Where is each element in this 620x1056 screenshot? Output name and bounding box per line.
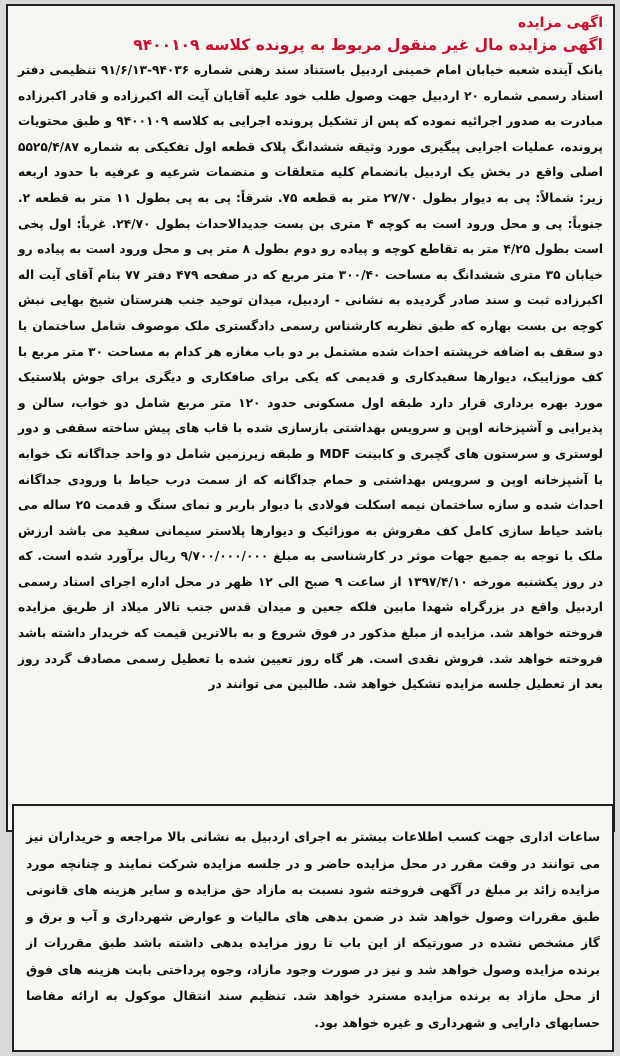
notice-body — [18, 58, 603, 698]
continuation-body — [26, 824, 600, 1036]
notice-panel — [6, 4, 615, 832]
notice-body-text: بانک آینده شعبه خیابان امام خمینی اردبیل باستناد سند رهنی شماره ۹۴۰۳۶-۹۱/۶/۱۳ تنظیمی دفتر اسناد رسمی شماره ۲۰ اردبیل جهت وصول طلب خود علیه آقایان آیت اله اکبرزاده و قادر اکبرزاده مبادرت به صدور اجرائیه نموده که پس از تشکیل پرونده اجرایی به کلاسه ۹۴۰۰۱۰۹ و طبق محتویات پرونده، عملیات اجرایی پیگیری مورد وثیقه ششدانگ پلاک قطعه اول تفکیکی به شماره ۵۵۲۵/۴/۸۷ اصلی واقع در بخش یک اردبیل بانضمام کلیه متعلقات و منضمات شرعیه و عرفیه با حدود اربعه زیر: شمالاً: پی به دیوار بطول ۲۷/۷۰ متر به قطعه ۷۵. شرقاً: پی به پی بطول ۱۱ متر به قطعه ۲. جنوباً: پی و محل ورود است به کوچه ۴ متری بن بست جدیدالاحداث بطول ۲۴/۷۰. غرباً: اول پخی است بطول ۴/۲۵ متر به تقاطع کوچه و پیاده رو دوم بطول ۸ متر پی و محل ورود است به پیاده رو خیابان ۳۵ متری ششدانگ به مساحت ۳۰۰/۴۰ متر مربع که در صفحه ۴۷۹ دفتر ۷۷ بنام آقای آیت اله اکبرزاده ثبت و سند صادر گردیده به نشانی - اردبیل، میدان توحید جنب هنرستان شیخ بهایی نبش کوچه بن بست بهاره که طبق نظریه کارشناس رسمی دادگستری ملک موصوف شامل ساختمان با دو سقف به اضافه خرپشته احداث شده مشتمل بر دو باب مغازه هر کدام به مساحت ۳۰ متر مربع با کف موزاییک، دیوارها سفیدکاری و قدیمی که یکی برای صافکاری و دیگری برای جوش پلاستیک مورد بهره برداری قرار دارد طبقه اول مسکونی حدود ۱۲۰ متر مربع شامل دو خواب، سالن و پذیرایی و آشپزخانه اوپن و سرویس بهداشتی بازسازی شده با قاب های پیش ساخته سقفی و دور لوستری و سرستون های گچبری و کابینت MDF و طبقه زیرزمین شامل دو واحد جداگانه تک خوابه با آشپزخانه اوپن و سرویس بهداشتی و حمام جداگانه که از سمت درب حیاط با ورودی جداگانه احداث شده و سازه ساختمان نیمه اسکلت فولادی با دیوار باربر و نمای سنگ و قدمت ۲۵ ساله می باشد حیاط سازی کامل کف مفروش به موزائیک و دیوارها پلاستر سیمانی سفید می باشد ارزش ملک با توجه به جمیع جهات موثر در کارشناسی به مبلغ ۹/۷۰۰/۰۰۰/۰۰۰ ریال برآورد شده است. که در روز یکشنبه مورخه ۱۳۹۷/۴/۱۰ از ساعت ۹ صبح الی ۱۲ ظهر در محل اداره اجرای اسناد رسمی اردبیل واقع در بزرگراه شهدا مابین فلکه جعین و میدان قدس جنب تالار میلاد از طریق مزایده فروخته خواهد شد. مزایده از مبلغ مذکور در فوق شروع و به بالاترین قیمت که خریدار داشته باشد فروخته خواهد شد. فروش نقدی است. هر گاه روز تعیین شده با تعطیل رسمی مصادف گردد روز بعد از تعطیل جلسه مزایده تشکیل خواهد شد. طالبین می توانند در — [18, 63, 604, 692]
notice-continuation-panel — [12, 804, 614, 1052]
notice-subtitle: اگهی مزایده مال غیر منقول مربوط به پرونده کلاسه ۹۴۰۰۱۰۹ — [133, 36, 603, 54]
notice-title: اگهی مزایده — [517, 15, 603, 31]
continuation-body-text: ساعات اداری جهت کسب اطلاعات بیشتر به اجرای اردبیل به نشانی بالا مراجعه و خریداران نیز می توانند در وقت مقرر در محل مزایده حاضر و در جلسه مزایده شرکت نمایند و چنانچه مورد مزایده زائد بر مبلغ در آگهی فروخته شود نسبت به مازاد حق مزایده و سایر هزینه های قانونی طبق مقررات وصول خواهد شد در ضمن بدهی های مالیات و عوارض شهرداری و آب و برق و گاز مشخص نشده در صورتیکه از این باب تا روز مزایده بدهی داشته باشد طبق مقررات از برنده مزایده وصول خواهد شد و نیز در صورت وجود مازاد، وجوه پرداختی بابت هزینه های فوق از محل مازاد به برنده مزایده مسترد خواهد شد. تنظیم سند انتقال موکول به ارائه مفاصا حسابهای دارایی و شهرداری و غیره خواهد بود. — [26, 829, 600, 1030]
